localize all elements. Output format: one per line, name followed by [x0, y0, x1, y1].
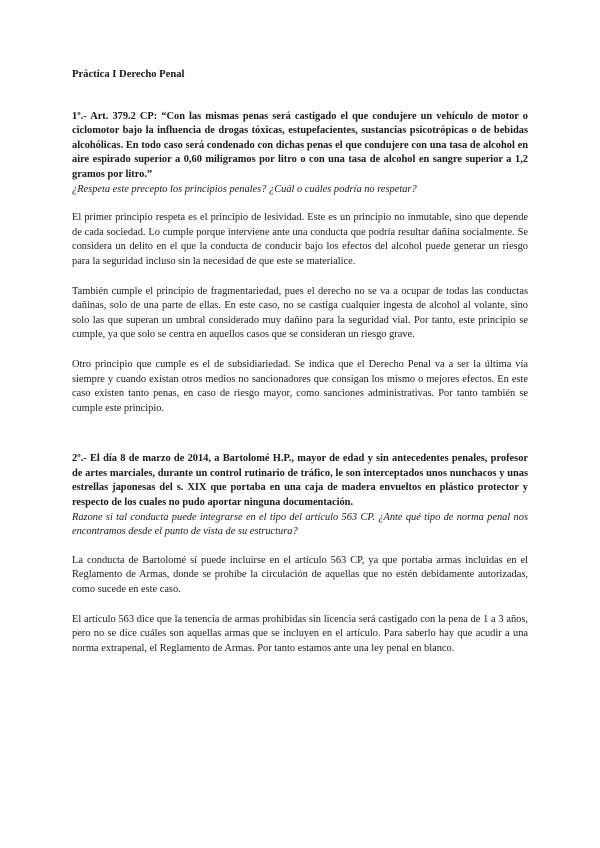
document-page [72, 68, 528, 656]
subquestion-2: Razone si tal conducta puede integrarse en el tipo del artículo 563 CP. ¿Ante qué tipo de norma penal nos encontramos desde el punto de vista de su estructura? [72, 511, 528, 538]
document-title: Práctica I Derecho Penal [72, 69, 185, 80]
answer-2-paragraph-1: La conducta de Bartolomé sí puede incluirse en el artículo 563 CP, ya que portaba armas incluidas en el Reglamento de Armas, donde se prohíbe la circulación de aquellas que no estén debidamente autorizadas, como sucede en este caso. [72, 554, 528, 596]
answer-1-paragraph-1: El primer principio respeta es el principio de lesividad. Este es un principio no inmutable, sino que depende de cada sociedad. Lo cumple porque interviene ante una conducta que podría resultar dañina socialmente. Se considera un delito en el que la conducta de conducir bajo los efectos del alcohol puede generar un riesgo para la seguridad incluso sin la necesidad de que este se materialice. [72, 212, 528, 267]
question-2: 2º.- El día 8 de marzo de 2014, a Bartolomé H.P., mayor de edad y sin antecedentes penales, profesor de artes marciales, durante un control rutinario de tráfico, le son interceptados unos nunchacos y unas estrellas japonesas del s. XIX que portaba en una caja de madera envueltos en plástico protector y respecto de los cuales no pudo aportar ninguna documentación. [72, 453, 528, 509]
question-1: 1º.- Art. 379.2 CP: “Con las mismas penas será castigado el que condujere un vehículo de motor o ciclomotor bajo la influencia de drogas tóxicas, estupefacientes, sustancias psicotrópicas o de bebidas alcohólicas. En todo caso será condenado con dichas penas el que condujere con una tasa de alcohol en aire espirado superior a 0,60 miligramos por litro o con una tasa de alcohol en sangre superior a 1,2 gramos por litro.” [72, 110, 528, 180]
answer-1-paragraph-3: Otro principio que cumple es el de subsidiariedad. Se indica que el Derecho Penal va a ser la última vía siempre y cuando existan otros medios no sancionadores que consigan los mismo o mejores efectos. En este caso existen tanto penas, en caso de riesgo mayor, como sanciones administrativas. Por tanto también se cumple este principio. [72, 358, 528, 414]
answer-2-paragraph-2: El artículo 563 dice que la tenencia de armas prohibidas sin licencia será castigado con la pena de 1 a 3 años, pero no se dice cuáles son aquellas armas que se incluyen en el artículo. Para saberlo hay que acudir a una norma extrapenal, el Reglamento de Armas. Por tanto estamos ante una ley penal en blanco. [72, 613, 528, 654]
answer-1-paragraph-2: También cumple el principio de fragmentariedad, pues el derecho no se va a ocupar de todas las conductas dañinas, solo de una parte de ellas. En este caso, no se castiga cualquier ingesta de alcohol al volante, sino solo las que superan un umbral considerado muy dañino para la seguridad vial. Por tanto, este principio se cumple, ya que solo se centra en aquellos casos que se consideran un riesgo grave. [72, 285, 528, 341]
subquestion-1: ¿Respeta este precepto los principios penales? ¿Cuál o cuáles podría no respetar? [72, 183, 417, 195]
section-1 [72, 110, 528, 417]
section-2 [72, 452, 528, 656]
